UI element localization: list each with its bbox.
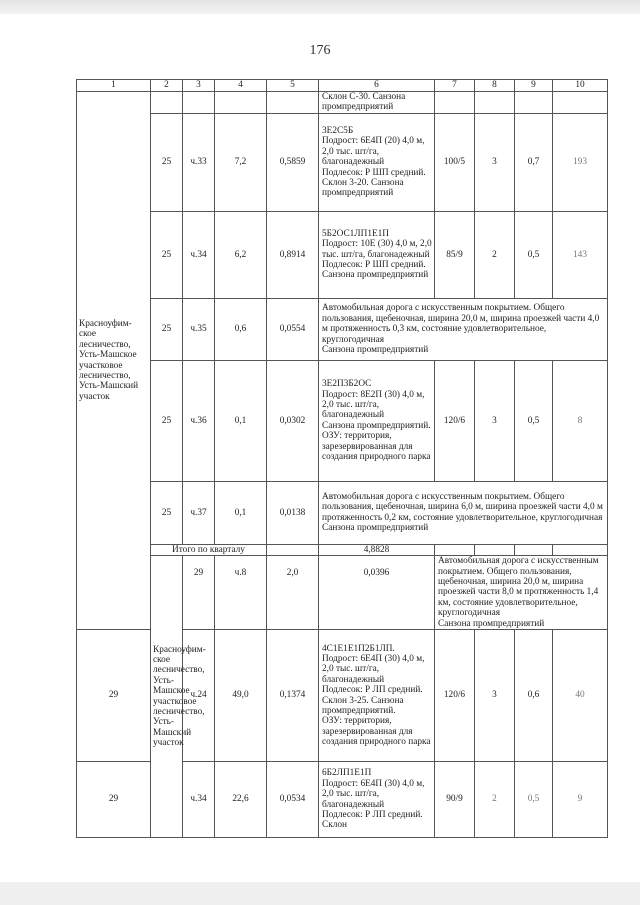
col-header: 2 — [151, 80, 183, 92]
area-cell: 49,0 — [215, 630, 267, 762]
plot-cell: ч.8 — [215, 556, 267, 630]
description-cell: Склон С-30. Санзона промпредприятий — [319, 92, 435, 114]
quarter-cell: 29 — [77, 630, 151, 762]
area-cell: 7,2 — [215, 113, 267, 211]
table-row — [77, 298, 608, 360]
density-cell: 0,5 — [515, 211, 553, 298]
area-cell: 2,0 — [267, 556, 319, 630]
quarter-cell: 29 — [77, 762, 151, 838]
area-cell: 0,6 — [215, 298, 267, 360]
road-description-cell: Автомобильная дорога с искусственным покрытием. Общего пользования, щебеночная, ширина 20,0 м, ширина проезжей части 4,0 м протяженность 0,3 км, состояние удовлетворительное, круглогодичная Санзона промпредприятий — [319, 298, 608, 360]
subtotal-label: Итого по кварталу — [151, 544, 267, 555]
forestry-name-cell: Красноуфим-ское лесничество, Усть-Машское участковое лесничество, Усть-Машский участок — [77, 92, 151, 630]
stock-cell: 40 — [553, 630, 608, 762]
col-header: 5 — [267, 80, 319, 92]
plot-cell: ч.34 — [183, 211, 215, 298]
column-header-row — [77, 80, 608, 92]
plot-cell: ч.37 — [183, 481, 215, 544]
area-ha-cell: 0,0534 — [267, 762, 319, 838]
age-cell: 100/5 — [435, 113, 475, 211]
table-row — [77, 211, 608, 298]
page-number: 176 — [309, 43, 331, 58]
description-cell: 3Е2С5Б Подрост: 6Е4П (20) 4,0 м, 2,0 тыс. шт/га, благонадежный Подлесок: Р ШП средний. Склон 3-20. Санзона промпредприятий — [319, 113, 435, 211]
area-cell: 22,6 — [215, 762, 267, 838]
age-cell: 120/6 — [435, 360, 475, 481]
description-cell: 3Е2П3Б2ОС Подрост: 8Е2П (30) 4,0 м, 2,0 тыс. шт/га, благонадежный Санзона промпредприятий. ОЗУ: территория, зарезервированная для создания природного парка — [319, 360, 435, 481]
area-ha-cell: 0,0554 — [267, 298, 319, 360]
stock-cell: 143 — [553, 211, 608, 298]
quarter-cell: 25 — [151, 360, 183, 481]
road-description-cell: Автомобильная дорога с искусственным покрытием. Общего пользования, щебеночная, ширина 6,0 м, ширина проезжей части 4,0 м протяженность 0,2 км, состояние удовлетворительное, круглогодичная Санзона промпредприятий — [319, 481, 608, 544]
area-cell: 6,2 — [215, 211, 267, 298]
age-cell: 90/9 — [435, 762, 475, 838]
class-cell: 3 — [475, 630, 515, 762]
table-row — [77, 360, 608, 481]
density-cell: 0,7 — [515, 113, 553, 211]
description-cell: 5Б2ОС1ЛП1Е1П Подрост: 10Е (30) 4,0 м, 2,0 тыс. шт/га, благонадежный Подлесок: Р ШП средний. Санзона промпредприятий — [319, 211, 435, 298]
forest-plot-table — [76, 79, 608, 838]
col-header: 10 — [553, 80, 608, 92]
plot-cell: ч.34 — [183, 762, 215, 838]
scan-top-edge — [0, 0, 640, 14]
road-description-cell: Автомобильная дорога с искусственным покрытием. Общего пользования, щебеночная, ширина 20,0 м, ширина проезжей части 8,0 м протяженность 1,4 км, состояние удовлетворительное, круглогодичная Санзона промпредприятий — [435, 556, 608, 630]
area-ha-cell: 0,8914 — [267, 211, 319, 298]
area-cell: 0,1 — [215, 481, 267, 544]
area-ha-cell: 0,0138 — [267, 481, 319, 544]
stock-cell: 9 — [553, 762, 608, 838]
table-row — [77, 481, 608, 544]
col-header: 4 — [215, 80, 267, 92]
col-header: 7 — [435, 80, 475, 92]
quarter-cell: 25 — [151, 211, 183, 298]
scan-bottom-edge — [0, 882, 640, 905]
quarter-cell: 29 — [183, 556, 215, 630]
stock-cell: 8 — [553, 360, 608, 481]
stock-cell: 193 — [553, 113, 608, 211]
table-row — [77, 113, 608, 211]
description-cell: 4С1Е1Е1П2Б1ЛП. Подрост: 6Е4П (30) 4,0 м, 2,0 тыс. шт/га, благонадежный Подлесок: Р ЛП средний. Склон 3-25. Санзона промпредприятий. ОЗУ: территория, зарезервированная для создания природного парка — [319, 630, 435, 762]
col-header: 3 — [183, 80, 215, 92]
density-cell: 0,5 — [515, 360, 553, 481]
subtotal-row — [77, 544, 608, 555]
area-cell: 0,1 — [215, 360, 267, 481]
forestry-name-cell: Красноуфим-ское лесничество, Усть-Машское участковое лесничество, Усть-Машский участок — [151, 556, 183, 838]
col-header: 6 — [319, 80, 435, 92]
density-cell: 0,5 — [515, 762, 553, 838]
area-ha-cell: 0,0396 — [319, 556, 435, 630]
age-cell: 120/6 — [435, 630, 475, 762]
plot-cell: ч.35 — [183, 298, 215, 360]
table-row — [77, 556, 608, 630]
col-header: 8 — [475, 80, 515, 92]
subtotal-area: 4,8828 — [319, 544, 435, 555]
quarter-cell: 25 — [151, 298, 183, 360]
description-cell: 6Б2ЛП1Е1П Подрост: 6Е4П (30) 4,0 м, 2,0 тыс. шт/га, благонадежный Подлесок: Р ЛП средний. Склон — [319, 762, 435, 838]
table-row — [77, 92, 608, 114]
plot-cell: ч.33 — [183, 113, 215, 211]
class-cell: 2 — [475, 211, 515, 298]
plot-cell: ч.36 — [183, 360, 215, 481]
col-header: 1 — [77, 80, 151, 92]
quarter-cell: 25 — [151, 113, 183, 211]
area-ha-cell: 0,5859 — [267, 113, 319, 211]
quarter-cell: 25 — [151, 481, 183, 544]
class-cell: 3 — [475, 360, 515, 481]
density-cell: 0,6 — [515, 630, 553, 762]
age-cell: 85/9 — [435, 211, 475, 298]
col-header: 9 — [515, 80, 553, 92]
area-ha-cell: 0,0302 — [267, 360, 319, 481]
class-cell: 2 — [475, 762, 515, 838]
plot-cell: ч.24 — [183, 630, 215, 762]
area-ha-cell: 0,1374 — [267, 630, 319, 762]
class-cell: 3 — [475, 113, 515, 211]
